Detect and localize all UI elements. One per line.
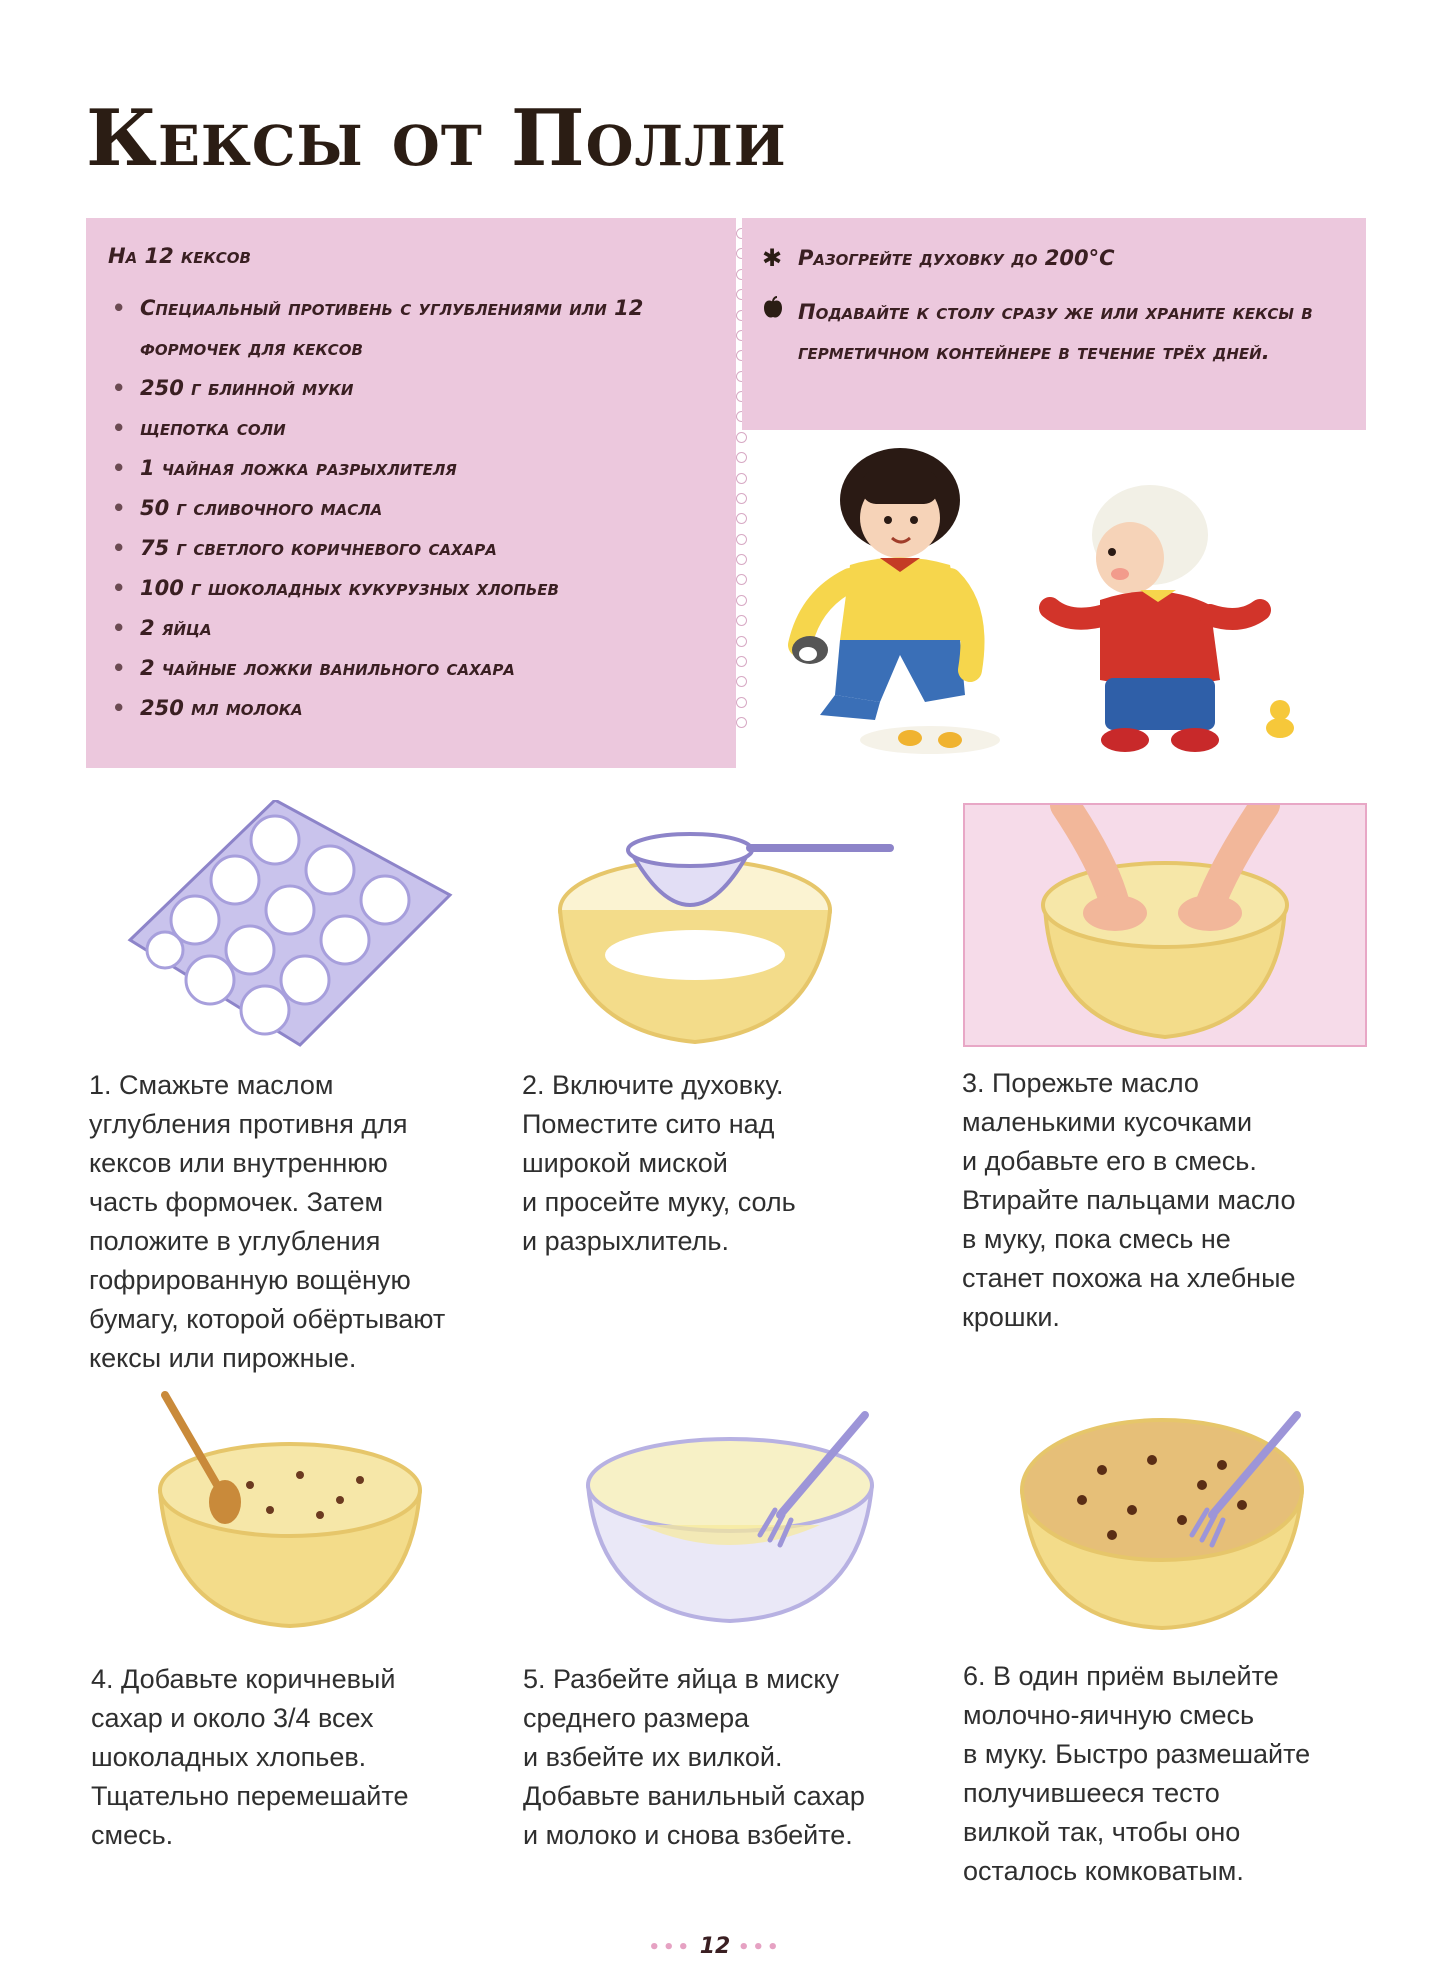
children-illustration (780, 440, 1340, 770)
ingredient-item: • 2 яйца (108, 608, 718, 648)
ingredient-item: • 250 г блинной муки (108, 368, 718, 408)
hands-bowl-illustration (965, 805, 1365, 1045)
step-6-text: 6. В один приём вылейте молочно-яичную смесь в муку. Быстро размешайте получившееся тесто вилкой так, чтобы оно осталось комковатым. (963, 1661, 1311, 1886)
page-number (0, 1934, 1430, 1959)
ingredient-item: • Специальный противень с углублениями или 12 формочек для кексов (108, 288, 718, 368)
tip-item (762, 238, 1338, 278)
ingredient-item: • 2 чайные ложки ванильного сахара (108, 648, 718, 688)
spoon-bowl-illustration (150, 1390, 430, 1630)
ingredient-item: • щепотка соли (108, 408, 718, 448)
muffin-tray-illustration (125, 800, 455, 1050)
ingredients-header: На 12 кексов (108, 244, 251, 268)
tip-item (762, 292, 1338, 372)
tips-card (742, 218, 1366, 430)
ingredient-item: • 250 мл молока (108, 688, 718, 728)
dots-decoration: ••• (737, 1937, 782, 1958)
apple-icon (762, 292, 784, 332)
glass-bowl-illustration (580, 1395, 880, 1625)
tip-text: Разогрейте духовку до 200°С (798, 246, 1115, 270)
sieve-bowl-illustration (550, 820, 900, 1050)
step-5-text: 5. Разбейте яйца в миску среднего размера и взбейте их вилкой. Добавьте ванильный сахар и молоко и снова взбейте. (523, 1664, 865, 1850)
step-3-image-frame (963, 803, 1367, 1047)
step-1-text: 1. Смажьте маслом углубления противня для кексов или внутреннюю часть формочек. Затем положите в углубления гофрированную вощёную бумагу, которой обёртывают кексы или пирожные. (89, 1070, 446, 1373)
page-title: Кексы от Полли (86, 93, 787, 184)
step-4-text: 4. Добавьте коричневый сахар и около 3/4 всех шоколадных хлопьев. Тщательно перемешайте смесь. (91, 1664, 409, 1850)
step-2-text: 2. Включите духовку. Поместите сито над широкой миской и просейте муку, соль и разрыхлитель. (522, 1070, 796, 1256)
ingredient-item: • 1 чайная ложка разрыхлителя (108, 448, 718, 488)
dough-bowl-illustration (1012, 1390, 1312, 1630)
ingredients-card (86, 218, 736, 768)
dots-decoration: ••• (648, 1937, 693, 1958)
ingredient-item: • 100 г шоколадных кукурузных хлопьев (108, 568, 718, 608)
ingredient-item: • 50 г сливочного масла (108, 488, 718, 528)
asterisk-icon: ✱ (762, 244, 783, 272)
page-number-value: 12 (699, 1934, 731, 1959)
step-3-text: 3. Порежьте масло маленькими кусочками и добавьте его в смесь. Втирайте пальцами масло в муку, пока смесь не станет похожа на хлебные крошки. (962, 1068, 1296, 1332)
ingredient-item: • 75 г светлого коричневого сахара (108, 528, 718, 568)
ingredients-list (108, 288, 718, 728)
tip-text: Подавайте к столу сразу же или храните кексы в герметичном контейнере в течение трёх дней. (798, 300, 1313, 364)
